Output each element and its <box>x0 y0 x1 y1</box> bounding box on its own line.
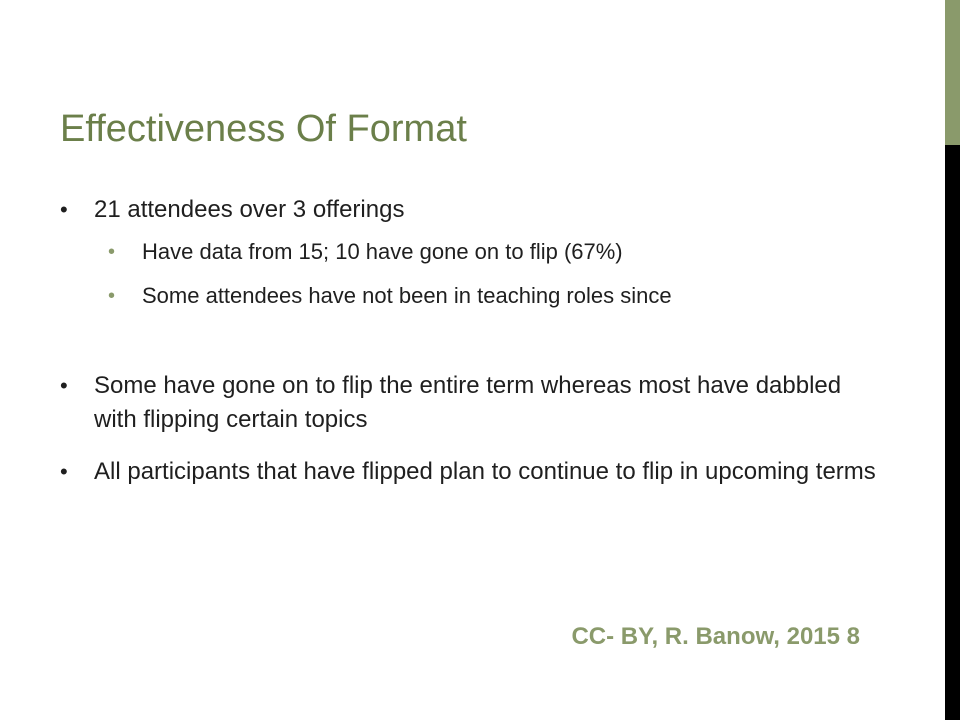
bullet-item <box>60 369 880 437</box>
credit-line: CC- BY, R. Banow, 2015 8 <box>571 623 860 650</box>
subbullet-text: Some attendees have not been in teaching roles since <box>142 283 672 308</box>
subbullet-icon: • <box>108 241 116 263</box>
subbullet-item <box>60 281 880 311</box>
subbullet-icon: • <box>108 285 116 307</box>
bullet-icon: • <box>60 197 68 222</box>
accent-bar <box>945 0 960 145</box>
subbullet-text: Have data from 15; 10 have gone on to flip (67%) <box>142 239 623 264</box>
bullet-icon: • <box>60 459 68 484</box>
bullet-text: All participants that have flipped plan to continue to flip in upcoming terms <box>94 458 876 485</box>
bullet-item <box>60 193 880 227</box>
bullet-item <box>60 455 880 489</box>
subbullet-item <box>60 237 880 267</box>
slide-title: Effectiveness Of Format <box>60 108 467 150</box>
bullet-text: 21 attendees over 3 offerings <box>94 196 405 223</box>
bullet-icon: • <box>60 373 68 398</box>
bullet-text: Some have gone on to flip the entire term whereas most have dabbled with flipping certain topics <box>94 372 842 433</box>
side-bar <box>945 145 960 720</box>
bullet-list <box>60 193 880 489</box>
